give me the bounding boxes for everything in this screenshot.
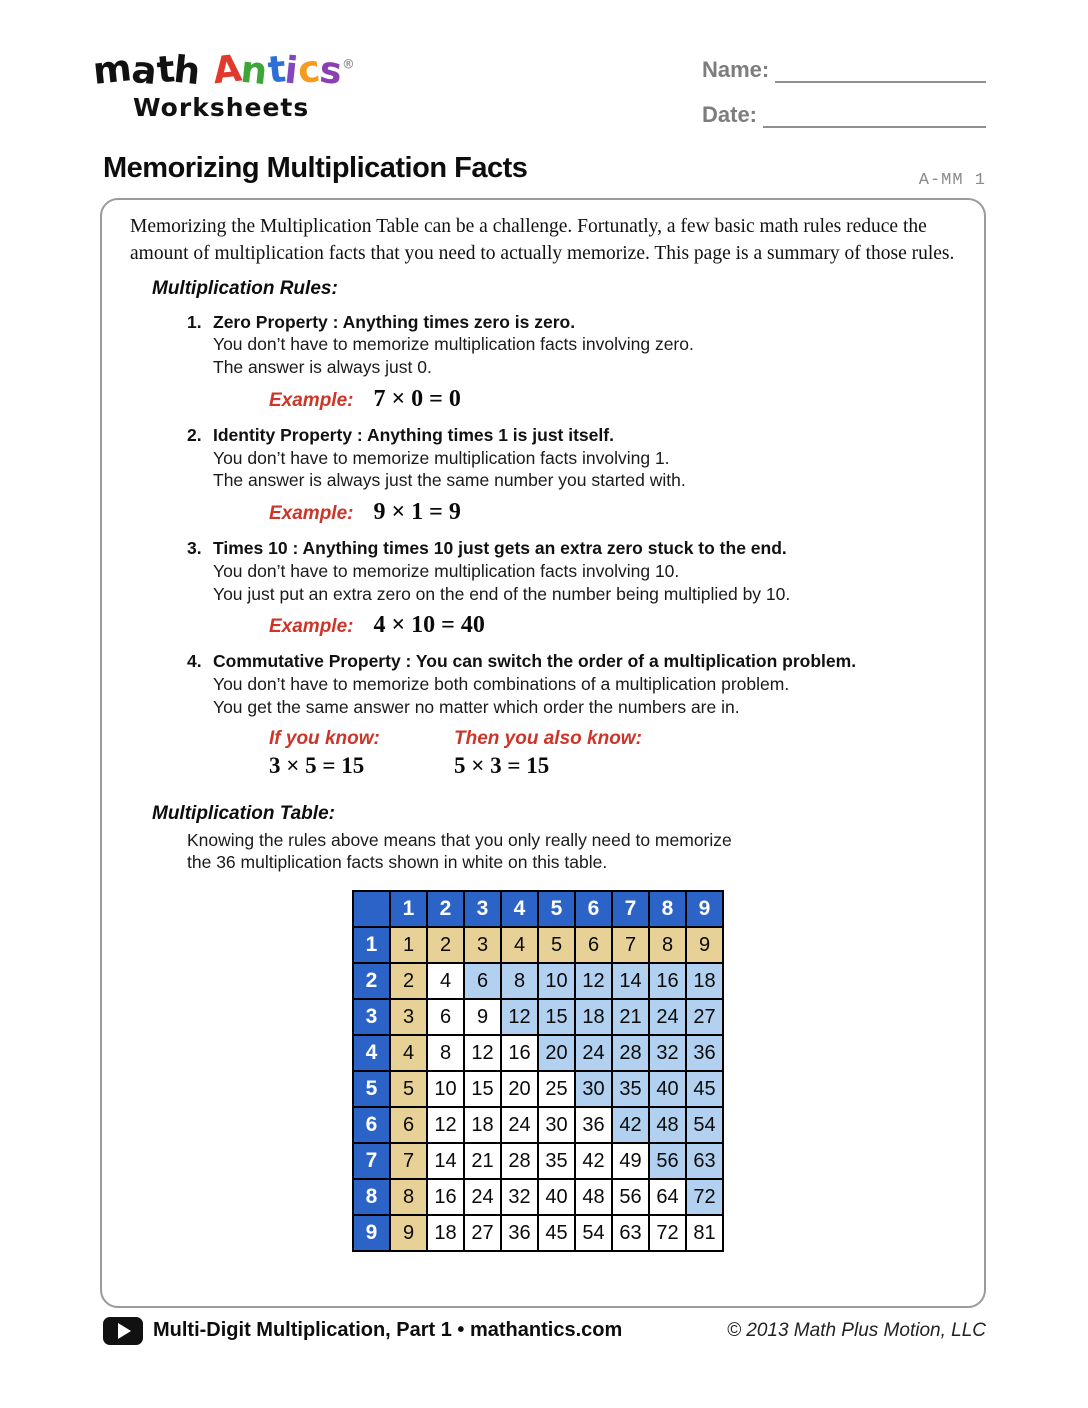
multiplication-table <box>352 890 724 1252</box>
product-cell: 7 <box>612 927 649 963</box>
column-header-cell: 2 <box>427 891 464 927</box>
rule-item <box>187 311 984 413</box>
column-header-cell: 7 <box>612 891 649 927</box>
product-cell: 18 <box>686 963 723 999</box>
product-cell: 8 <box>649 927 686 963</box>
product-cell: 5 <box>538 927 575 963</box>
product-cell: 6 <box>575 927 612 963</box>
product-cell: 18 <box>575 999 612 1035</box>
product-cell: 4 <box>390 1035 427 1071</box>
product-cell: 10 <box>538 963 575 999</box>
name-label: Name: <box>702 57 770 82</box>
product-cell: 27 <box>686 999 723 1035</box>
logo-letter: t <box>265 47 288 92</box>
product-cell: 8 <box>390 1179 427 1215</box>
product-cell: 7 <box>390 1143 427 1179</box>
if-then-block <box>269 728 984 779</box>
table-row <box>353 963 723 999</box>
registered-mark: ® <box>341 57 355 73</box>
product-cell: 25 <box>538 1071 575 1107</box>
column-header-cell: 1 <box>390 891 427 927</box>
logo-word-antics <box>210 46 344 94</box>
product-cell: 42 <box>612 1107 649 1143</box>
row-header-cell: 9 <box>353 1215 390 1251</box>
example-row <box>269 499 984 526</box>
rule-heading <box>187 311 984 334</box>
rule-title: Commutative Property : You can switch the order of a multiplication problem. <box>213 651 857 672</box>
product-cell: 24 <box>575 1035 612 1071</box>
rule-heading <box>187 650 984 673</box>
product-cell: 36 <box>686 1035 723 1071</box>
example-row <box>269 612 984 639</box>
rule-item <box>187 537 984 639</box>
if-label: If you know: <box>269 727 380 749</box>
product-cell: 40 <box>538 1179 575 1215</box>
product-cell: 40 <box>649 1071 686 1107</box>
row-header-cell: 2 <box>353 963 390 999</box>
rule-number: 3. <box>187 538 202 559</box>
rule-title: Identity Property : Anything times 1 is just itself. <box>213 424 614 445</box>
logo-letter: a <box>129 47 159 94</box>
footer <box>103 1316 986 1350</box>
table-row <box>353 1215 723 1251</box>
product-cell: 56 <box>612 1179 649 1215</box>
footer-copyright: © 2013 Math Plus Motion, LLC <box>726 1320 986 1341</box>
product-cell: 72 <box>686 1179 723 1215</box>
rule-item <box>187 650 984 778</box>
rule-heading <box>187 537 984 560</box>
product-cell: 14 <box>612 963 649 999</box>
worksheet-code: A-MM 1 <box>918 171 986 190</box>
product-cell: 64 <box>649 1179 686 1215</box>
product-cell: 12 <box>575 963 612 999</box>
example-equation: 7 × 0 = 0 <box>373 385 461 412</box>
row-header-cell: 7 <box>353 1143 390 1179</box>
rule-body-line: The answer is always just 0. <box>213 357 432 378</box>
row-header-cell: 3 <box>353 999 390 1035</box>
product-cell: 20 <box>501 1071 538 1107</box>
product-cell: 24 <box>649 999 686 1035</box>
product-cell: 63 <box>686 1143 723 1179</box>
product-cell: 10 <box>427 1071 464 1107</box>
product-cell: 1 <box>390 927 427 963</box>
logo-word-math <box>90 46 203 94</box>
worksheet-content-box <box>100 198 986 1308</box>
then-column <box>454 728 642 779</box>
product-cell: 30 <box>575 1071 612 1107</box>
logo-letter: n <box>238 47 270 94</box>
table-corner-cell <box>353 891 390 927</box>
product-cell: 21 <box>464 1143 501 1179</box>
product-cell: 63 <box>612 1215 649 1251</box>
rule-number: 4. <box>187 651 202 672</box>
table-description-line1: Knowing the rules above means that you only really need to memorize <box>187 829 732 850</box>
product-cell: 9 <box>686 927 723 963</box>
product-cell: 48 <box>575 1179 612 1215</box>
rule-body <box>213 560 984 606</box>
rule-body-line: You get the same answer no matter which order the numbers are in. <box>213 696 740 717</box>
logo-letter: m <box>90 46 134 93</box>
column-header-cell: 3 <box>464 891 501 927</box>
product-cell: 45 <box>686 1071 723 1107</box>
footer-video-title: Multi-Digit Multiplication, Part 1 • mathantics.com <box>153 1319 623 1341</box>
product-cell: 8 <box>501 963 538 999</box>
product-cell: 24 <box>501 1107 538 1143</box>
title-bar <box>103 152 986 192</box>
rule-number: 1. <box>187 311 202 332</box>
then-label: Then you also know: <box>454 727 642 749</box>
product-cell: 21 <box>612 999 649 1035</box>
table-heading: Multiplication Table: <box>152 802 335 824</box>
if-column <box>269 728 412 779</box>
table-description-line2: the 36 multiplication facts shown in white on this table. <box>187 852 608 873</box>
rule-body-line: The answer is always just the same number you started with. <box>213 470 686 491</box>
row-header-cell: 4 <box>353 1035 390 1071</box>
table-row <box>353 1035 723 1071</box>
row-header-cell: 8 <box>353 1179 390 1215</box>
logo-letter: i <box>282 48 301 93</box>
product-cell: 16 <box>649 963 686 999</box>
product-cell: 72 <box>649 1215 686 1251</box>
play-video-icon <box>103 1317 143 1345</box>
date-field <box>702 100 986 128</box>
table-row <box>353 1179 723 1215</box>
logo-letter: h <box>171 47 203 94</box>
product-cell: 16 <box>501 1035 538 1071</box>
product-cell: 3 <box>390 999 427 1035</box>
product-cell: 12 <box>427 1107 464 1143</box>
table-header-row <box>353 891 723 927</box>
row-header-cell: 6 <box>353 1107 390 1143</box>
product-cell: 18 <box>464 1107 501 1143</box>
product-cell: 27 <box>464 1215 501 1251</box>
column-header-cell: 8 <box>649 891 686 927</box>
product-cell: 45 <box>538 1215 575 1251</box>
intro-paragraph: Memorizing the Multiplication Table can be a challenge. Fortunatly, a few basic math rules reduce the amount of multiplication facts that you need to actually memorize. This page is a summary of those rules. <box>130 216 955 265</box>
header-fields <box>702 55 986 145</box>
logo-subtitle: Worksheets <box>133 93 310 122</box>
rule-title: Zero Property : Anything times zero is zero. <box>213 311 576 332</box>
product-cell: 3 <box>464 927 501 963</box>
example-equation: 4 × 10 = 40 <box>373 612 485 639</box>
product-cell: 5 <box>390 1071 427 1107</box>
product-cell: 42 <box>575 1143 612 1179</box>
rule-body-line: You don’t have to memorize multiplication facts involving zero. <box>213 334 694 355</box>
product-cell: 6 <box>427 999 464 1035</box>
then-equation: 5 × 3 = 15 <box>454 752 550 778</box>
example-label: Example: <box>269 616 354 638</box>
product-cell: 24 <box>464 1179 501 1215</box>
example-label: Example: <box>269 503 354 525</box>
product-cell: 15 <box>464 1071 501 1107</box>
rule-title: Times 10 : Anything times 10 just gets an extra zero stuck to the end. <box>213 538 787 559</box>
product-cell: 81 <box>686 1215 723 1251</box>
product-cell: 36 <box>575 1107 612 1143</box>
example-row <box>269 386 984 413</box>
product-cell: 14 <box>427 1143 464 1179</box>
math-antics-logo <box>90 46 355 122</box>
rules-list <box>102 311 984 779</box>
name-field <box>702 55 986 83</box>
column-header-cell: 4 <box>501 891 538 927</box>
table-row <box>353 1143 723 1179</box>
table-row <box>353 927 723 963</box>
product-cell: 54 <box>686 1107 723 1143</box>
logo-letter: c <box>295 46 323 93</box>
product-cell: 28 <box>612 1035 649 1071</box>
product-cell: 9 <box>464 999 501 1035</box>
rule-body-line: You just put an extra zero on the end of the number being multiplied by 10. <box>213 583 791 604</box>
rule-body-line: You don’t have to memorize multiplication facts involving 1. <box>213 447 670 468</box>
product-cell: 16 <box>427 1179 464 1215</box>
example-equation: 9 × 1 = 9 <box>373 499 461 526</box>
rule-body-line: You don’t have to memorize multiplication facts involving 10. <box>213 560 680 581</box>
logo-letter: s <box>317 47 344 94</box>
name-input-line[interactable] <box>775 55 986 83</box>
rule-body-line: You don’t have to memorize both combinations of a multiplication problem. <box>213 674 790 695</box>
product-cell: 20 <box>538 1035 575 1071</box>
logo-wordmark <box>90 46 355 94</box>
table-row <box>353 1107 723 1143</box>
product-cell: 8 <box>427 1035 464 1071</box>
table-row <box>353 999 723 1035</box>
row-header-cell: 1 <box>353 927 390 963</box>
rule-body <box>213 447 984 493</box>
product-cell: 2 <box>427 927 464 963</box>
table-row <box>353 1071 723 1107</box>
product-cell: 54 <box>575 1215 612 1251</box>
rule-number: 2. <box>187 424 202 445</box>
product-cell: 4 <box>501 927 538 963</box>
product-cell: 9 <box>390 1215 427 1251</box>
date-label: Date: <box>702 102 758 127</box>
column-header-cell: 9 <box>686 891 723 927</box>
product-cell: 12 <box>501 999 538 1035</box>
logo-letter: A <box>210 46 244 93</box>
product-cell: 28 <box>501 1143 538 1179</box>
rule-body <box>213 673 984 719</box>
product-cell: 35 <box>612 1071 649 1107</box>
product-cell: 56 <box>649 1143 686 1179</box>
product-cell: 48 <box>649 1107 686 1143</box>
product-cell: 36 <box>501 1215 538 1251</box>
row-header-cell: 5 <box>353 1071 390 1107</box>
product-cell: 2 <box>390 963 427 999</box>
date-input-line[interactable] <box>763 100 986 128</box>
rules-heading: Multiplication Rules: <box>152 277 338 299</box>
rule-item <box>187 424 984 526</box>
product-cell: 49 <box>612 1143 649 1179</box>
product-cell: 32 <box>501 1179 538 1215</box>
rule-heading <box>187 424 984 447</box>
column-header-cell: 6 <box>575 891 612 927</box>
product-cell: 15 <box>538 999 575 1035</box>
product-cell: 6 <box>464 963 501 999</box>
product-cell: 35 <box>538 1143 575 1179</box>
page-title: Memorizing Multiplication Facts <box>103 152 528 184</box>
product-cell: 32 <box>649 1035 686 1071</box>
logo-letter: t <box>154 47 177 92</box>
product-cell: 30 <box>538 1107 575 1143</box>
product-cell: 4 <box>427 963 464 999</box>
product-cell: 6 <box>390 1107 427 1143</box>
example-label: Example: <box>269 389 354 411</box>
table-description <box>187 829 984 875</box>
product-cell: 18 <box>427 1215 464 1251</box>
column-header-cell: 5 <box>538 891 575 927</box>
rule-body <box>213 333 984 379</box>
product-cell: 12 <box>464 1035 501 1071</box>
if-equation: 3 × 5 = 15 <box>269 752 365 778</box>
